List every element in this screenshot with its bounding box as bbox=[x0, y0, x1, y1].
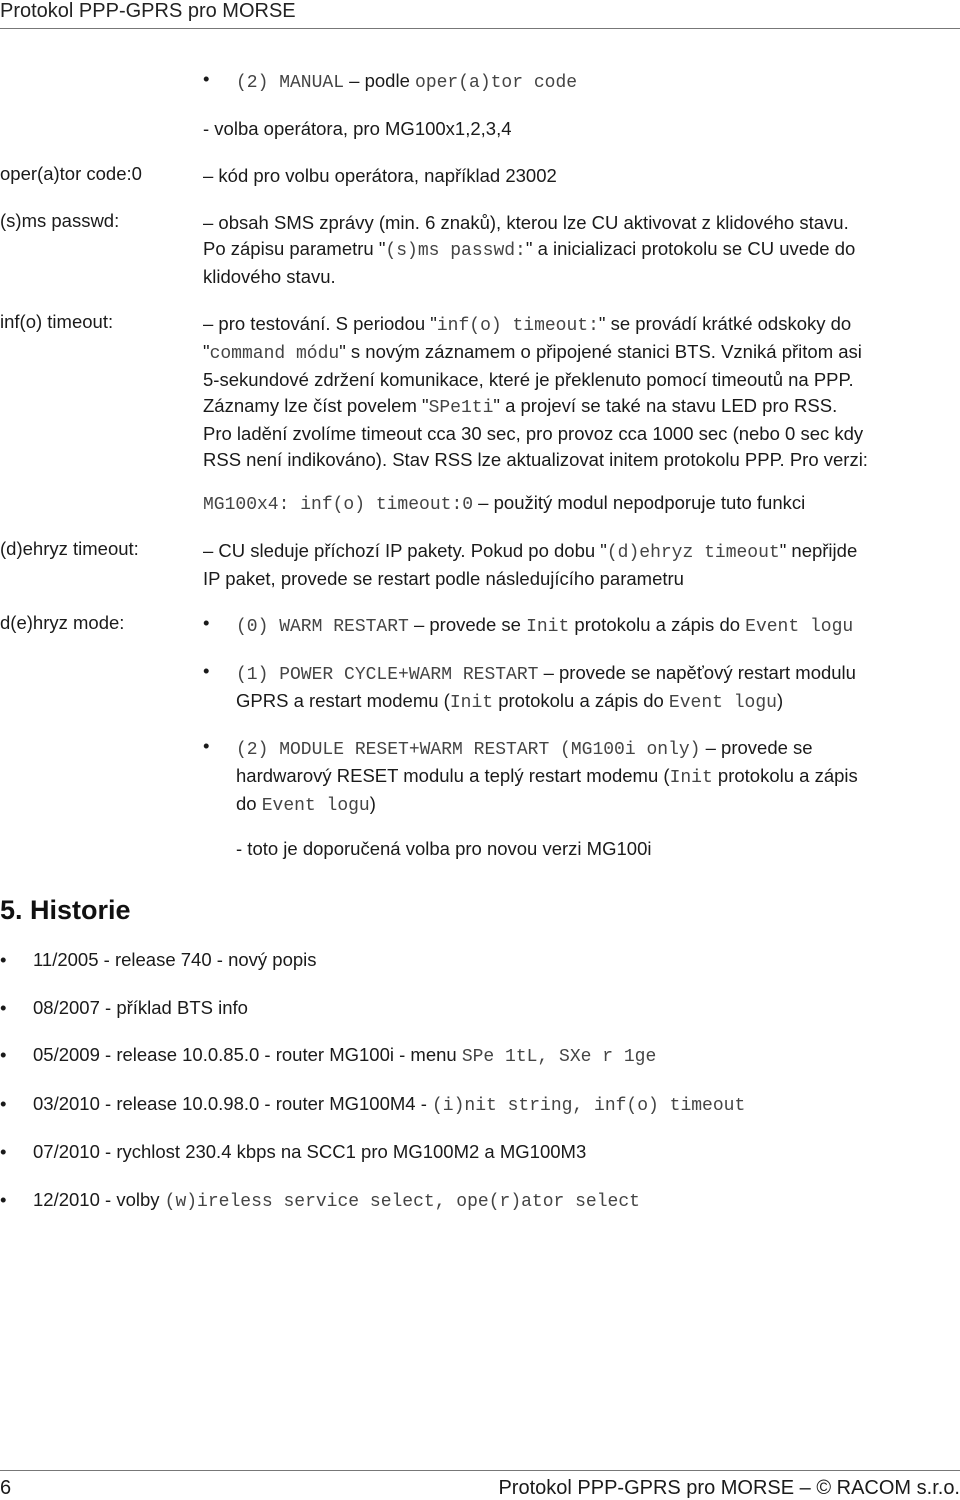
mg100x4-note: MG100x4: inf(o) timeout:0 – použitý modul nepodporuje tuto funkci bbox=[203, 492, 806, 515]
param-label-operator-code: oper(a)tor code:0 bbox=[0, 163, 142, 184]
bullet-icon: • bbox=[203, 612, 210, 633]
bullet-icon: • bbox=[203, 735, 210, 756]
param-label-dehryz-timeout: (d)ehryz timeout: bbox=[0, 538, 139, 559]
bullet-icon: • bbox=[0, 1141, 7, 1162]
header-divider bbox=[0, 28, 960, 29]
bullet-icon: • bbox=[0, 1044, 7, 1065]
param-label-sms-passwd: (s)ms passwd: bbox=[0, 210, 120, 231]
footer-title: Protokol PPP-GPRS pro MORSE – © RACOM s.r.o. bbox=[498, 1477, 960, 1499]
bullet-icon: • bbox=[0, 997, 7, 1018]
bullet-icon: • bbox=[203, 68, 210, 89]
recommended-note: - toto je doporučená volba pro novou verzi MG100i bbox=[236, 838, 652, 859]
manual-option: (2) MANUAL – podle oper(a)tor code bbox=[236, 70, 578, 93]
history-item: 03/2010 - release 10.0.98.0 - router MG100M4 - (i)nit string, inf(o) timeout bbox=[33, 1093, 746, 1116]
history-item: 07/2010 - rychlost 230.4 kbps na SCC1 pro MG100M2 a MG100M3 bbox=[33, 1141, 587, 1162]
history-item: 05/2009 - release 10.0.85.0 - router MG100i - menu SPe 1tL, SXe r 1ge bbox=[33, 1044, 657, 1067]
bullet-icon: • bbox=[0, 1093, 7, 1114]
param-desc-operator-code: – kód pro volbu operátora, například 23002 bbox=[203, 165, 557, 186]
page-header-title: Protokol PPP-GPRS pro MORSE bbox=[0, 0, 296, 22]
page-number: 6 bbox=[0, 1477, 12, 1499]
history-item: 12/2010 - volby (w)ireless service select, ope(r)ator select bbox=[33, 1189, 640, 1212]
dehryz-option-0: (0) WARM RESTART – provede se Init protokolu a zápis do Event logu bbox=[236, 614, 854, 637]
param-label-dehryz-mode: d(e)hryz mode: bbox=[0, 612, 125, 633]
history-item: 08/2007 - příklad BTS info bbox=[33, 997, 248, 1018]
param-desc-info-timeout: – pro testování. S periodou "inf(o) timeout:" se provádí krátké odskoky do "command módu" s novým záznamem o připojené stanici BTS. Vzniká přitom asi 5-sekundové zdržení komunikace, které je překlenuto pomocí timeoutů na PPP. Záznamy lze číst povelem "SPe1ti" a projeví se také na stavu LED pro RSS. Pro ladění zvolíme timeout cca 30 sec, pro provoz cca 1000 sec (nebo 0 sec kdy RSS není indikováno). Stav RSS lze aktualizovat initem protokolu PPP. Pro verzi: bbox=[203, 313, 868, 470]
param-desc-sms-passwd: – obsah SMS zprávy (min. 6 znaků), kterou lze CU aktivovat z klidového stavu. Po zápisu parametru "(s)ms passwd:" a inicializaci protokolu se CU uvede do klidového stavu. bbox=[203, 212, 856, 287]
bullet-icon: • bbox=[203, 660, 210, 681]
bullet-icon: • bbox=[0, 949, 7, 970]
dehryz-option-1: (1) POWER CYCLE+WARM RESTART – provede se napěťový restart modulu GPRS a restart modemu (Init protokolu a zápis do Event logu) bbox=[236, 662, 856, 713]
footer-divider bbox=[0, 1470, 960, 1471]
bullet-icon: • bbox=[0, 1189, 7, 1210]
section-heading-history: 5. Historie bbox=[0, 895, 131, 925]
history-item: 11/2005 - release 740 - nový popis bbox=[33, 949, 317, 970]
param-label-info-timeout: inf(o) timeout: bbox=[0, 311, 114, 332]
param-desc-dehryz-timeout: – CU sleduje příchozí IP pakety. Pokud po dobu "(d)ehryz timeout" nepřijde IP paket, provede se restart podle následujícího parametru bbox=[203, 540, 858, 589]
manual-note: - volba operátora, pro MG100x1,2,3,4 bbox=[203, 118, 512, 139]
dehryz-option-2: (2) MODULE RESET+WARM RESTART (MG100i only) – provede se hardwarový RESET modulu a teplý restart modemu (Init protokolu a zápis do Event logu) bbox=[236, 737, 858, 816]
